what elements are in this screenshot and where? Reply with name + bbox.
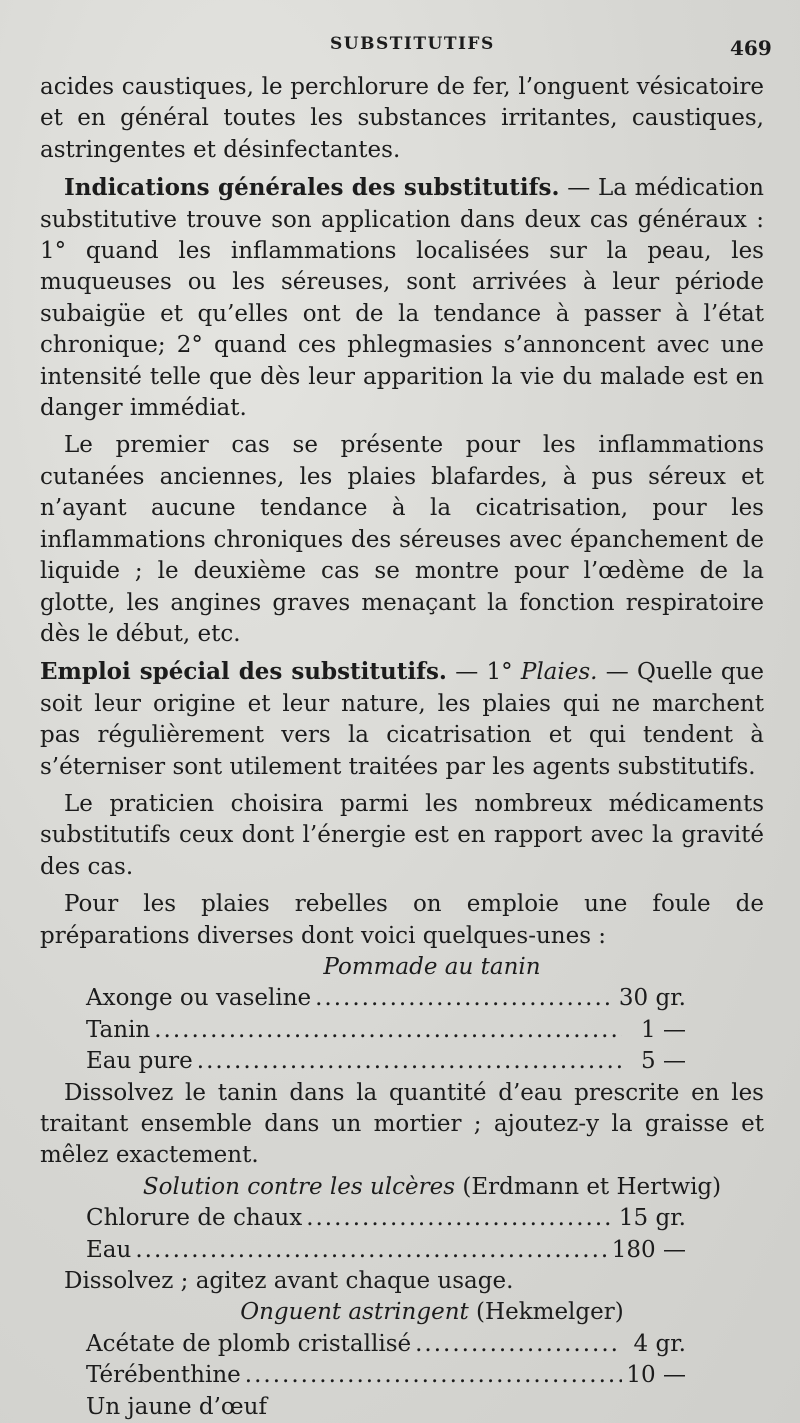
ingredient-qty: 180 — <box>611 1236 686 1263</box>
dot-leader <box>135 1235 607 1266</box>
ingredient-name: Térébenthine <box>86 1362 241 1389</box>
paragraph-text: — La médication substitutive trouve son application dans deux cas généraux : 1° quand les inflammations localisées sur la peau, les muqueuses ou les séreuses, sont arrivées à leur période subaigüe et qu’elles ont de la tendance à passer à l’état chronique; 2° quand ces phlegmasies s’annoncent avec une intensité telle que dès leur apparition la vie du malade est en danger immédiat. <box>40 175 764 422</box>
ingredient-row <box>86 1046 686 1077</box>
paragraph-text: — Quelle que soit leur origine et leur nature, les plaies qui ne marchent pas régulièrement vers la cicatrisation et qui tendent à s’éterniser sont utilement traitées par les agents substitutifs. <box>40 659 764 780</box>
dot-leader <box>415 1329 622 1360</box>
ingredient-name: Axonge ou vaseline <box>86 985 312 1012</box>
page-header <box>0 32 800 62</box>
paragraph-text: — 1° <box>446 659 521 686</box>
ingredient-name: Eau <box>86 1236 132 1263</box>
paragraph-cases: Le premier cas se présente pour les inflammations cutanées anciennes, les plaies blafardes, à pus séreux et n’ayant aucune tendance à la cicatrisation, pour les inflammations chroniques des séreuses avec épanchement de liquide ; le deuxième cas se montre pour l’œdème de la glotte, les angines graves menaçant la fonction respiratoire dès le début, etc. <box>40 432 764 647</box>
ingredient-qty: 30 gr. <box>618 985 686 1012</box>
recipe-title-italic: Solution contre les ulcères <box>142 1173 456 1200</box>
ingredient-name: Chlorure de chaux <box>86 1205 303 1232</box>
ingredient-qty: 4 gr. <box>633 1330 686 1357</box>
ingredient-qty: 1 — <box>641 1016 686 1043</box>
paragraph-indications <box>40 172 764 424</box>
ingredient-qty: 5 — <box>641 1048 686 1075</box>
dot-leader <box>197 1046 622 1077</box>
ingredient-row <box>86 1360 686 1391</box>
ingredient-row <box>86 1203 686 1234</box>
recipe-instructions: Dissolvez ; agitez avant chaque usage. <box>64 1268 514 1295</box>
running-head: SUBSTITUTIFS <box>330 34 495 54</box>
recipe-title-plain: (Erdmann et Hertwig) <box>455 1173 722 1200</box>
ingredient-row <box>86 1329 686 1360</box>
page-number: 469 <box>730 36 772 60</box>
paragraph-emploi <box>40 656 764 783</box>
recipe-instructions: Dissolvez le tanin dans la quantité d’eau prescrite en les traitant ensemble dans un mortier ; ajoutez-y la graisse et mêlez exactement. <box>40 1079 764 1169</box>
dot-leader <box>306 1203 615 1234</box>
recipe-title-plain: (Hekmelger) <box>468 1299 624 1326</box>
ingredient-name: Un jaune d’œuf <box>86 1393 268 1420</box>
paragraph-continuation: acides caustiques, le perchlorure de fer, l’onguent vésicatoire et en général toutes les substances irritantes, caustiques, astringentes et désinfectantes. <box>40 74 764 163</box>
ingredient-name: Eau pure <box>86 1048 193 1075</box>
ingredient-name: Acétate de plomb cristallisé <box>86 1330 412 1357</box>
ingredient-row <box>86 1015 686 1046</box>
subheading-plaies: Plaies. <box>520 659 598 686</box>
ingredient-row <box>86 983 686 1014</box>
ingredient-name: Tanin <box>86 1016 151 1043</box>
recipe-title <box>40 1297 764 1328</box>
recipe-title-italic: Pommade au tanin <box>323 953 541 980</box>
ingredient-row <box>86 1235 686 1266</box>
dot-leader <box>245 1360 622 1391</box>
dot-leader <box>315 983 615 1014</box>
recipe-title <box>40 952 764 983</box>
ingredient-qty: 10 — <box>626 1362 686 1389</box>
paragraph-plaies-rebelles: Pour les plaies rebelles on emploie une foule de préparations diverses dont voici quelques-unes : <box>40 891 764 949</box>
paragraph-praticien: Le praticien choisira parmi les nombreux médicaments substitutifs ceux dont l’énergie est en rapport avec la gravité des cas. <box>40 790 764 880</box>
dot-leader <box>154 1015 622 1046</box>
section-heading-emploi: Emploi spécial des substitutifs. <box>40 658 447 686</box>
ingredient-qty: 15 gr. <box>618 1205 686 1232</box>
recipe-title <box>40 1172 764 1203</box>
section-heading-indications: Indications générales des substitutifs. <box>64 174 560 202</box>
ingredient-row <box>86 1392 686 1423</box>
page-body <box>40 72 764 1423</box>
recipe-title-italic: Onguent astringent <box>240 1299 469 1326</box>
